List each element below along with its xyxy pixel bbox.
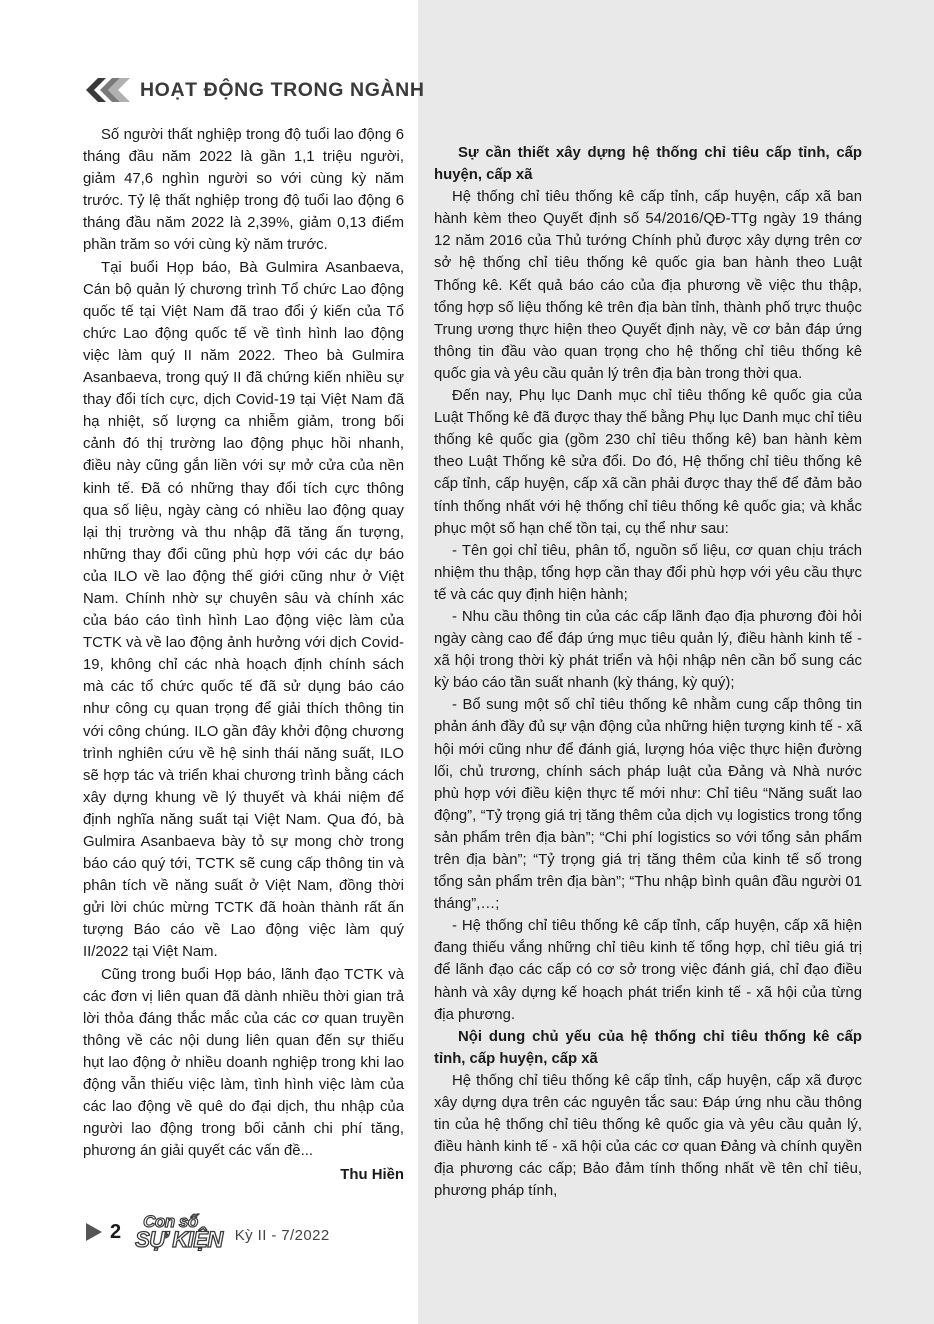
list-item: - Hệ thống chỉ tiêu thống kê cấp tỉnh, cấp huyện, cấp xã hiện đang thiếu vắng những chỉ tiêu kinh tế tổng hợp, chỉ tiêu giá trị để lãnh đạo các cấp có cơ sở trong việc đánh giá, chỉ đạo điều hành và xây dựng kế hoạch phát triển kinh tế - xã hội của từng địa phương. <box>434 918 862 1023</box>
list-item: - Bổ sung một số chỉ tiêu thống kê nhằm cung cấp thông tin phản ánh đầy đủ sự vận động của những hiện tượng kinh tế - xã hội mới cũng như để đánh giá, lượng hóa việc thực hiện đường lối, chủ trương, chính sách pháp luật của Đảng và Nhà nước phù hợp với điều kiện thực tế mới như: Chỉ tiêu “Năng suất lao động”, “Tỷ trọng giá trị tăng thêm của dịch vụ logistics trong tổng sản phẩm trên địa bàn”; “Chi phí logistics so với tổng sản phẩm trên địa bàn”; “Tỷ trọng giá trị tăng thêm của kinh tế số trong tổng sản phẩm trên địa bàn”; “Thu nhập bình quân đầu người 01 tháng”,…; <box>434 697 862 913</box>
paragraph: Hệ thống chỉ tiêu thống kê cấp tỉnh, cấp huyện, cấp xã được xây dựng dựa trên các nguyên tắc sau: Đáp ứng nhu cầu thông tin của hệ thống chỉ tiêu thống kê quốc gia và yêu cầu quản lý, điều hành kinh tế - xã hội của các cơ quan Đảng và chính quyền địa phương các cấp; Bảo đảm tính thống nhất về tên chỉ tiêu, phương pháp tính, <box>434 1072 862 1200</box>
list-item: - Nhu cầu thông tin của các cấp lãnh đạo địa phương đòi hỏi ngày càng cao để đáp ứng mục tiêu quản lý, điều hành kinh tế - xã hội trong thời kỳ phát triển và hội nhập nên cần bổ sung các kỳ báo cáo tần suất nhanh (kỳ tháng, kỳ quý); <box>434 608 862 692</box>
logo-line-1: Con số <box>143 1212 198 1232</box>
author-signature: Thu Hiền <box>340 1167 404 1184</box>
logo-line-2: SỰ KIỆN <box>135 1226 223 1252</box>
list-item: - Tên gọi chỉ tiêu, phân tổ, nguồn số liệu, cơ quan chịu trách nhiệm thu thập, tổng hợp cần thay đổi phù hợp với yêu cầu thực tế và các quy định hiện hành; <box>434 542 862 603</box>
left-column <box>83 124 404 1187</box>
paragraph: Số người thất nghiệp trong độ tuổi lao động 6 tháng đầu năm 2022 là gần 1,1 triệu người, giảm 47,6 nghìn người so với cùng kỳ năm trước. Tỷ lệ thất nghiệp trong độ tuổi lao động 6 tháng đầu năm 2022 là 2,39%, giảm 0,13 điểm phần trăm so với cùng kỳ năm trước. <box>83 127 404 254</box>
paragraph: Tại buổi Họp báo, Bà Gulmira Asanbaeva, Cán bộ quản lý chương trình Tổ chức Lao động quốc tế tại Việt Nam đã trao đổi ý kiến của Tổ chức Lao động quốc tế về tình hình lao động việc làm quý II năm 2022. Theo bà Gulmira Asanbaeva, trong quý II đã chứng kiến nhiều sự thay đổi tích cực, dịch Covid-19 tại Việt Nam đã hạ nhiệt, số lượng ca nhiễm giảm, trong bối cảnh đó thị trường lao động phục hồi nhanh, điều này cũng gắn liền với sự mở cửa của nền kinh tế. Đã có những thay đổi tích cực thông qua số liệu, ngày càng có nhiều lao động quay lại thị trường và thu nhập đã tăng ấn tượng, những thay đổi cũng phù hợp với các dự báo của ILO về lao động thế giới cũng như ở Việt Nam. Chính nhờ sự chuyên sâu và chính xác của báo cáo tình hình Lao động việc làm của TCTK và về lao động ảnh hưởng với dịch Covid-19, không chỉ các nhà hoạch định chính sách mà các tổ chức quốc tế đã sử dụng báo cáo như công cụ quan trọng để giải thích thông tin với công chúng. ILO gần đây khởi động chương trình nghiên cứu về hệ sinh thái năng suất, ILO sẽ hợp tác và triển khai chương trình bằng cách xây dựng khung về lý thuyết và khái niệm để định nghĩa năng suất tại Việt Nam. Qua đó, bà Gulmira Asanbaeva bày tỏ sự mong chờ trong báo cáo quý tới, TCTK sẽ cung cấp thông tin và phân tích về năng suất ở Việt Nam, đồng thời gửi lời chúc mừng TCTK đã hoàn thành rất ấn tượng Báo cáo về Lao động việc làm quý II/2022 tại Việt Nam. <box>83 259 404 961</box>
page-footer <box>86 1214 330 1250</box>
issue-label: Kỳ II - 7/2022 <box>234 1226 330 1244</box>
section-heading: Sự cần thiết xây dựng hệ thống chỉ tiêu cấp tỉnh, cấp huyện, cấp xã <box>434 145 862 184</box>
paragraph: Cũng trong buổi Họp báo, lãnh đạo TCTK và các đơn vị liên quan đã dành nhiều thời gian trả lời thỏa đáng thắc mắc của các cơ quan truyền thông về các nội dung liên quan đến sự thiếu hụt lao động ở nhiều doanh nghiệp trong khi lao động vẫn thiếu việc làm, tình hình việc làm của các lao động về quê do đại dịch, thu nhập của người lao động trong bối cảnh chi phí tăng, phương án giải quyết các vấn đề... <box>83 966 404 1160</box>
page-number: 2 <box>110 1220 122 1243</box>
section-title: HOẠT ĐỘNG TRONG NGÀNH <box>140 78 425 101</box>
right-column <box>434 142 862 1203</box>
section-header <box>84 76 425 104</box>
magazine-logo <box>135 1212 223 1252</box>
paragraph: Đến nay, Phụ lục Danh mục chỉ tiêu thống kê quốc gia của Luật Thống kê đã được thay thế bằng Phụ lục Danh mục chỉ tiêu thống kê quốc gia (gồm 230 chỉ tiêu thống kê) ban hành kèm theo Luật Thống kê sửa đổi. Do đó, Hệ thống chỉ tiêu thống kê cấp tỉnh, cấp huyện, cấp xã cần phải được thay thế để đảm bảo tính thống nhất với hệ thống chỉ tiêu thống kê quốc gia; và khắc phục một số hạn chế tồn tại, cụ thể như sau: <box>434 388 862 537</box>
paragraph: Hệ thống chỉ tiêu thống kê cấp tỉnh, cấp huyện, cấp xã ban hành kèm theo Quyết định số 54/2016/QĐ-TTg ngày 19 tháng 12 năm 2016 của Thủ tướng Chính phủ được xây dựng trên cơ sở hệ thống chỉ tiêu thống kê quốc gia ban hành theo Luật Thống kê. Kết quả báo cáo của địa phương về việc thu thập, tổng hợp số liệu thống kê trên địa bàn tỉnh, thành phố trực thuộc Trung ương thực hiện theo Quyết định này, về cơ bản đáp ứng thông tin đầu vào quan trọng cho hệ thống chỉ tiêu thống kê quốc gia và yêu cầu quản lý trên địa bàn trong thời qua. <box>434 189 862 382</box>
double-chevron-icon <box>84 78 130 102</box>
section-heading: Nội dung chủ yếu của hệ thống chỉ tiêu thống kê cấp tỉnh, cấp huyện, cấp xã <box>434 1028 862 1067</box>
arrow-right-icon <box>86 1223 102 1241</box>
